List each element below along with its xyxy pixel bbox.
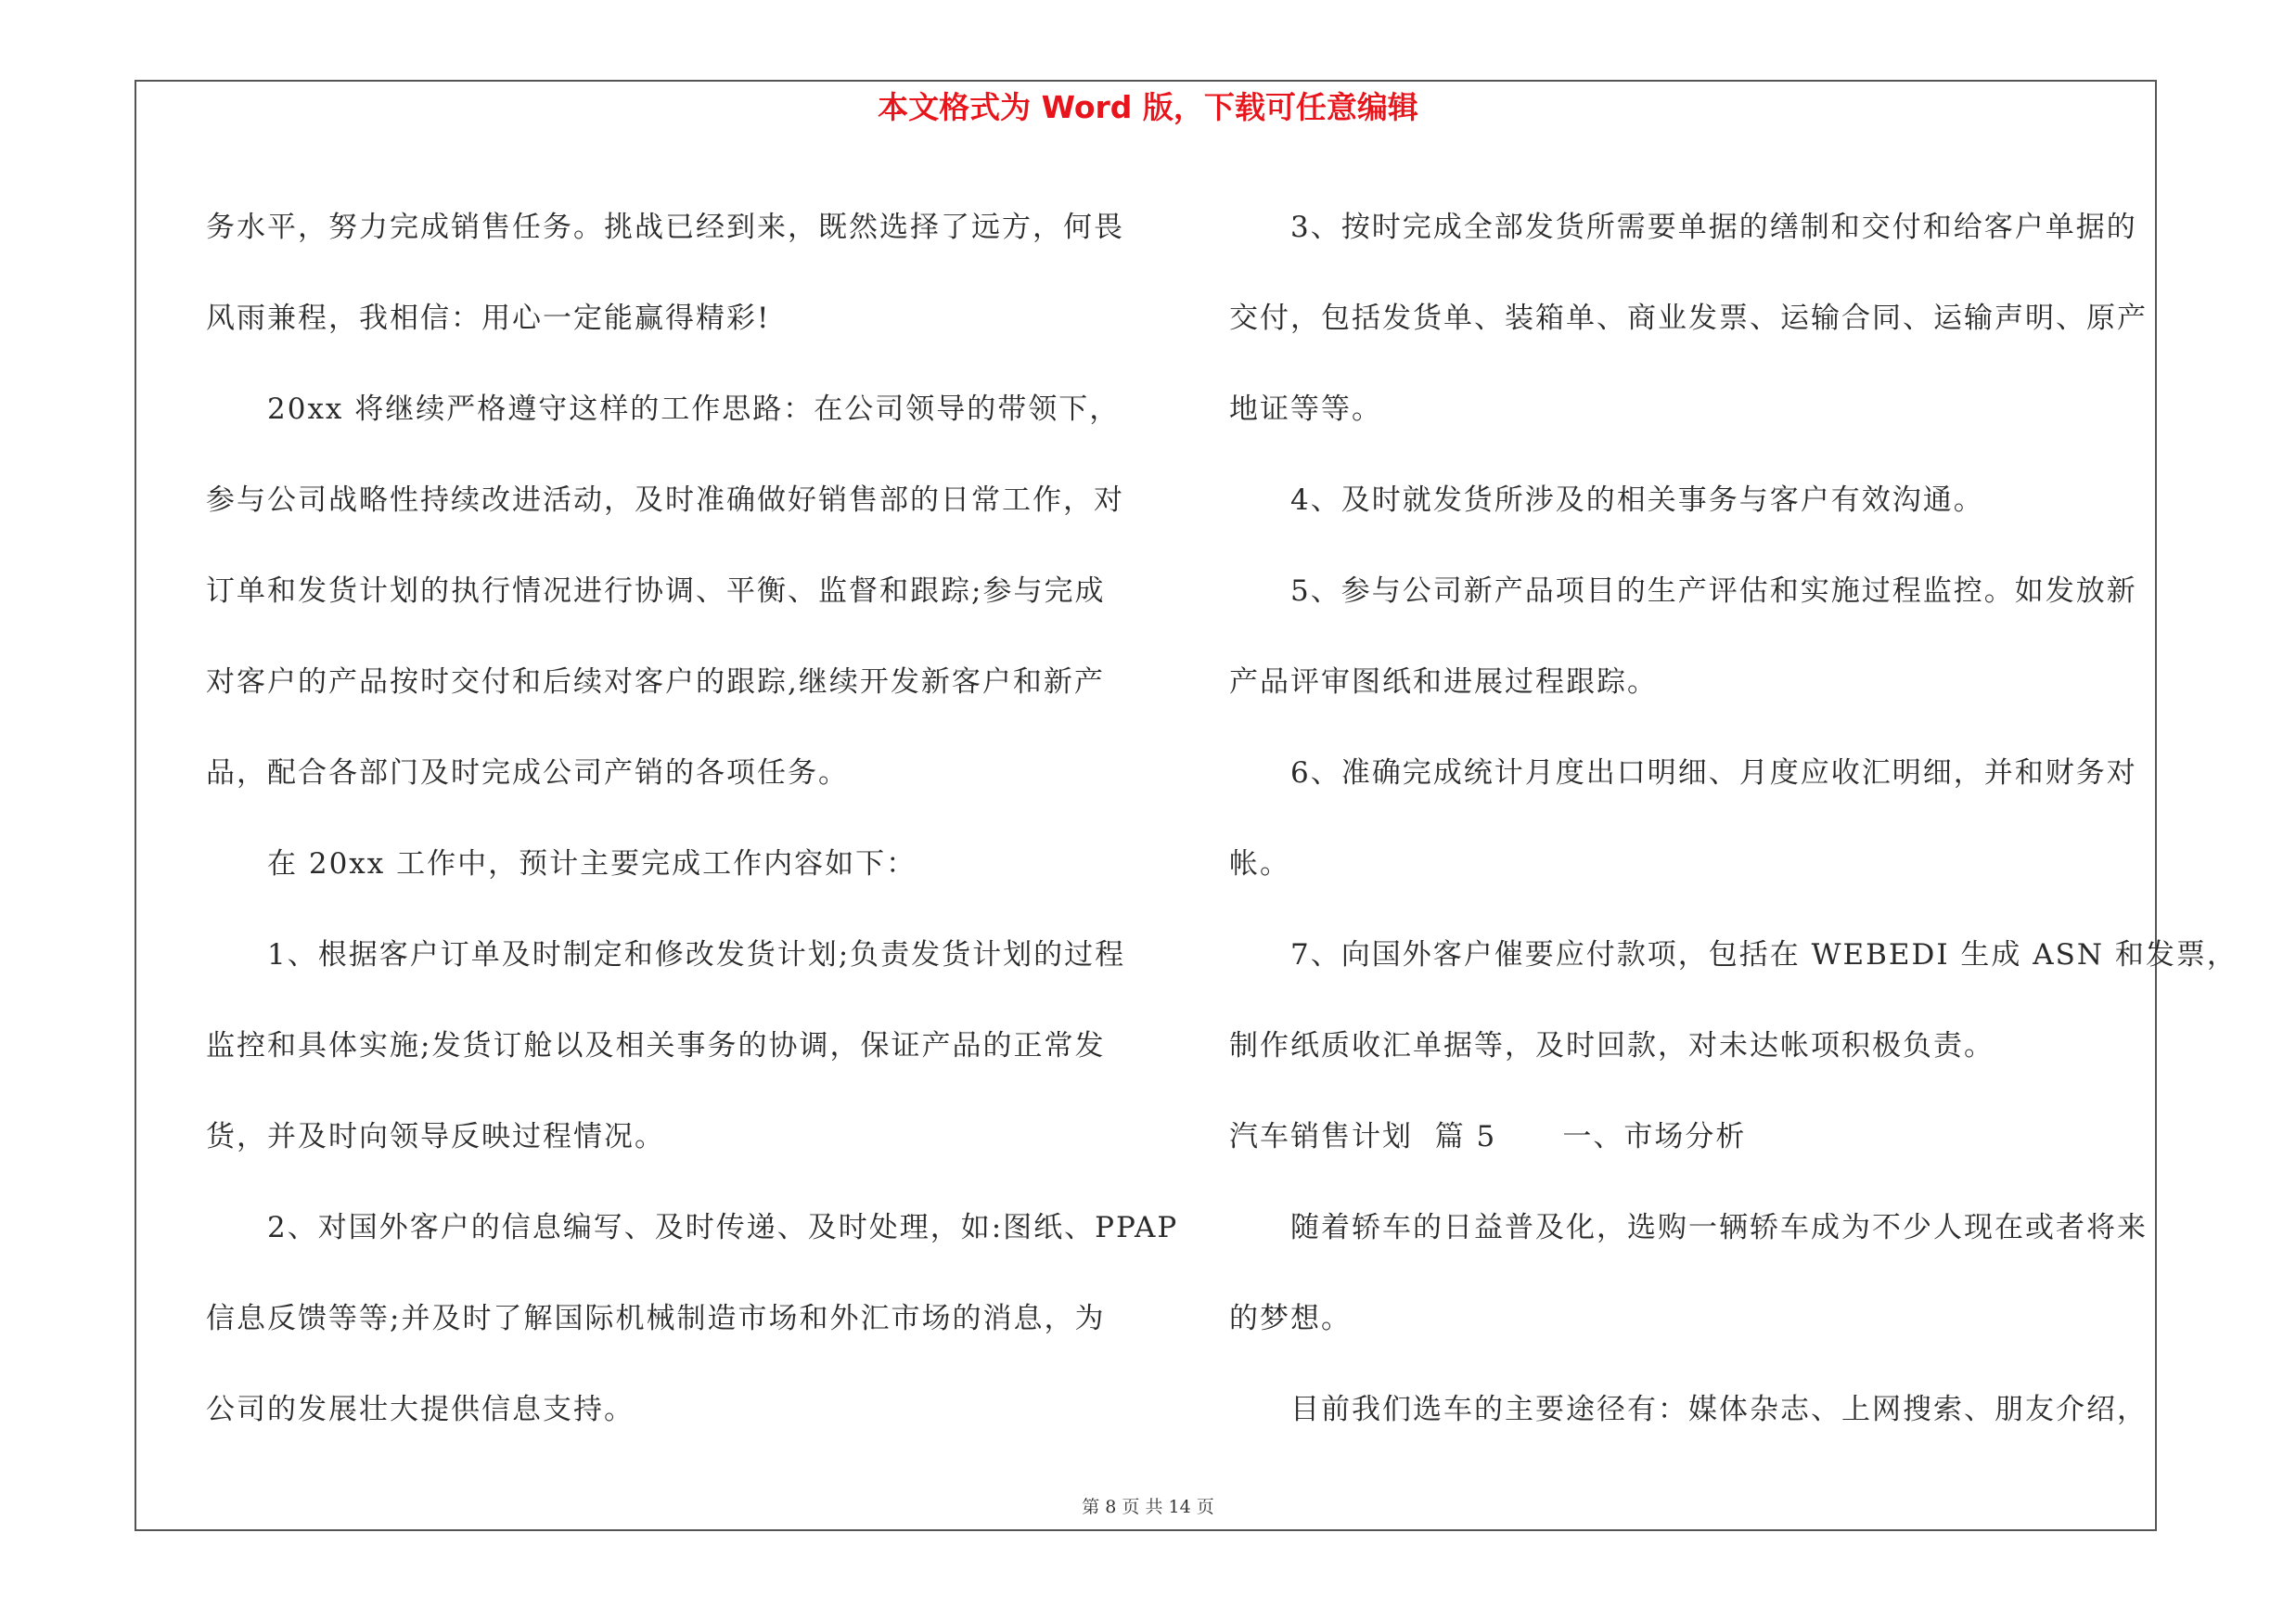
text-line: 的梦想。: [1229, 1302, 1352, 1335]
text-line: 产品评审图纸和进展过程跟踪。: [1229, 665, 1658, 699]
format-notice-banner: 本文格式为 Word 版，下载可任意编辑: [878, 89, 1418, 125]
text-line: 7、向国外客户催要应付款项，包括在 WEBEDI 生成 ASN 和发票，: [1290, 938, 2238, 972]
text-line: 5、参与公司新产品项目的生产评估和实施过程监控。如发放新: [1290, 574, 2137, 608]
text-line: 帐。: [1229, 847, 1290, 881]
text-line: 随着轿车的日益普及化，选购一辆轿车成为不少人现在或者将来: [1290, 1211, 2148, 1244]
text-line: 订单和发货计划的执行情况进行协调、平衡、监督和跟踪;参与完成: [206, 574, 1106, 608]
text-line: 2、对国外客户的信息编写、及时传递、及时处理，如:图纸、PPAP: [267, 1211, 1179, 1244]
text-line: 20xx 将继续严格遵守这样的工作思路：在公司领导的带领下，: [267, 393, 1121, 426]
text-line: 地证等等。: [1229, 393, 1382, 426]
text-line: 对客户的产品按时交付和后续对客户的跟踪,继续开发新客户和新产: [206, 665, 1105, 699]
text-line: 货，并及时向领导反映过程情况。: [206, 1120, 665, 1153]
text-line: 务水平，努力完成销售任务。挑战已经到来，既然选择了远方，何畏: [206, 211, 1124, 244]
text-line: 6、准确完成统计月度出口明细、月度应收汇明细，并和财务对: [1290, 756, 2137, 790]
text-line: 交付，包括发货单、装箱单、商业发票、运输合同、运输声明、原产: [1229, 302, 2148, 335]
text-line: 1、根据客户订单及时制定和修改发货计划;负责发货计划的过程: [267, 938, 1126, 972]
text-line: 品，配合各部门及时完成公司产销的各项任务。: [206, 756, 849, 790]
right-text-column: [1229, 182, 2238, 1455]
text-line: 目前我们选车的主要途径有：媒体杂志、上网搜索、朋友介绍，: [1290, 1393, 2148, 1426]
text-line: 监控和具体实施;发货订舱以及相关事务的协调，保证产品的正常发: [206, 1029, 1106, 1063]
text-line: 参与公司战略性持续改进活动，及时准确做好销售部的日常工作，对: [206, 483, 1124, 517]
text-line: 4、及时就发货所涉及的相关事务与客户有效沟通。: [1290, 483, 1984, 517]
section-heading: 汽车销售计划 篇 5 一、市场分析: [1229, 1120, 1747, 1153]
text-line: 风雨兼程，我相信：用心一定能赢得精彩!: [206, 302, 771, 335]
text-line: 在 20xx 工作中，预计主要完成工作内容如下：: [267, 847, 917, 881]
text-line: 制作纸质收汇单据等，及时回款，对未达帐项积极负责。: [1229, 1029, 1995, 1063]
left-text-column: [206, 182, 1179, 1455]
text-line: 3、按时完成全部发货所需要单据的缮制和交付和给客户单据的: [1290, 211, 2137, 244]
text-line: 信息反馈等等;并及时了解国际机械制造市场和外汇市场的消息，为: [206, 1302, 1106, 1335]
text-line: 公司的发展壮大提供信息支持。: [206, 1393, 635, 1426]
page-number-footer: 第 8 页 共 14 页: [1082, 1497, 1214, 1517]
